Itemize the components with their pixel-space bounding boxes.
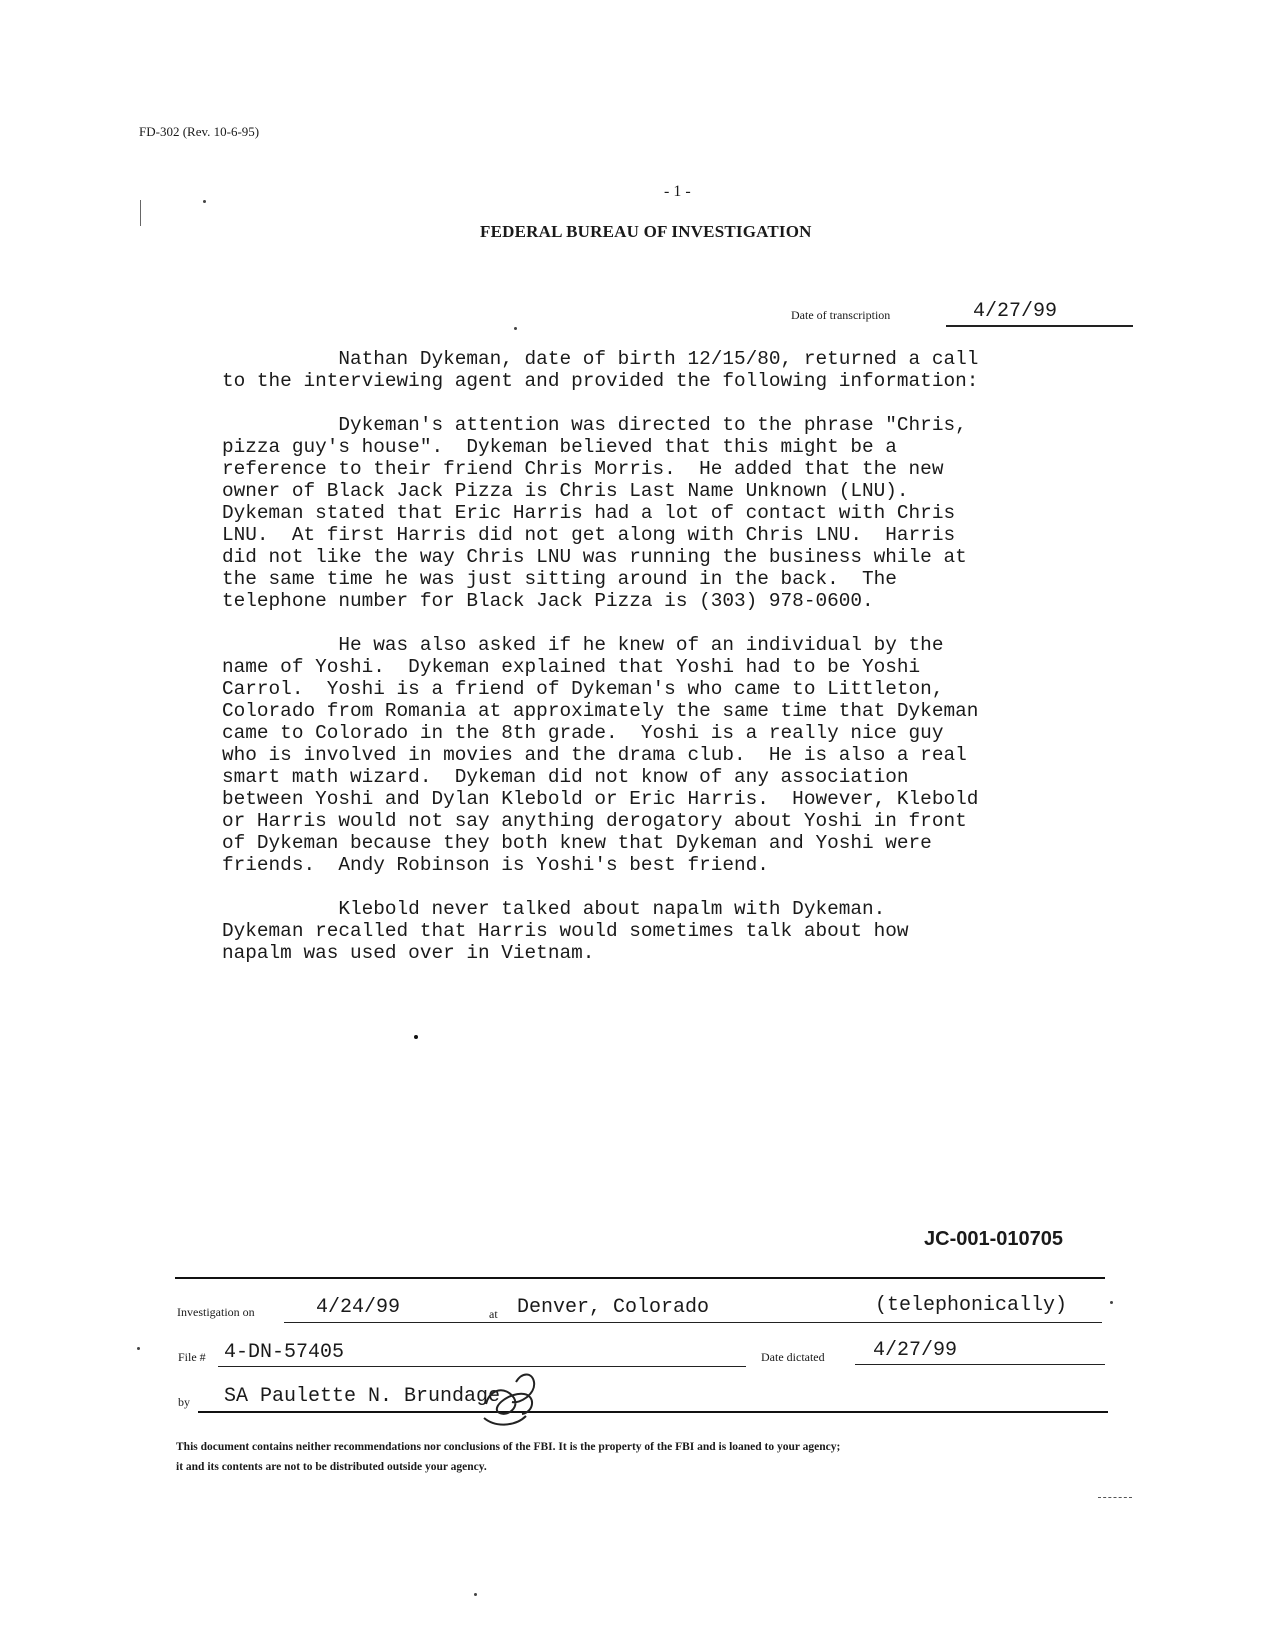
file-number: 4-DN-57405 <box>224 1341 345 1364</box>
scan-dot <box>203 200 206 203</box>
transcription-date-label: Date of transcription <box>791 308 891 322</box>
paragraph: Dykeman's attention was directed to the phrase "Chris, pizza guy's house". Dykeman believed that this might be a reference to their friend Chris Morris. He added that the new owner of Black Jack Pizza is Chris Last Name Unknown (LNU). Dykeman stated that Eric Harris had a lot of contact with Chris LNU. At first Harris did not get along with Chris LNU. Harris did not like the way Chris LNU was running the business while at the same time he was just sitting around in the back. The telephone number for Black Jack Pizza is (303) 978-0600. <box>222 414 967 612</box>
at-label: at <box>489 1307 498 1321</box>
scan-mark <box>140 200 143 226</box>
footer-top-rule <box>175 1277 1105 1279</box>
page-number: - 1 - <box>664 183 691 200</box>
investigation-location: Denver, Colorado <box>517 1296 710 1319</box>
disclaimer-line-1: This document contains neither recommendations nor conclusions of the FBI. It is the property of the FBI and is loaned to your agency; <box>176 1441 841 1453</box>
investigation-date: 4/24/99 <box>316 1296 401 1319</box>
by-line <box>198 1411 1108 1413</box>
initials-scribble <box>476 1368 556 1430</box>
transcription-date: 4/27/99 <box>973 300 1058 323</box>
paragraph: He was also asked if he knew of an individual by the name of Yoshi. Dykeman explained that Yoshi had to be Yoshi Carrol. Yoshi is a friend of Dykeman's who came to Littleton, Colorado from Romania at approximately the same time that Dykeman came to Colorado in the 8th grade. Yoshi is a really nice guy who is involved in movies and the drama club. He is also a real smart math wizard. Dykeman did not know of any association between Yoshi and Dylan Klebold or Eric Harris. However, Klebold or Harris would not say anything derogatory about Yoshi in front of Dykeman because they both knew that Dykeman and Yoshi were friends. Andy Robinson is Yoshi's best friend. <box>222 634 979 876</box>
dictated-date: 4/27/99 <box>873 1339 958 1362</box>
investigation-label: Investigation on <box>177 1305 255 1319</box>
transcription-date-line <box>946 325 1133 327</box>
dictated-label: Date dictated <box>761 1350 825 1364</box>
paragraph: Klebold never talked about napalm with Dykeman. Dykeman recalled that Harris would sometimes talk about how napalm was used over in Vietnam. <box>222 898 909 964</box>
scan-dot <box>1110 1301 1113 1304</box>
agency-title: FEDERAL BUREAU OF INVESTIGATION <box>480 222 812 241</box>
dictated-line <box>855 1364 1105 1365</box>
by-label: by <box>178 1395 190 1409</box>
investigation-line <box>284 1322 1102 1323</box>
investigation-method: (telephonically) <box>875 1294 1068 1317</box>
form-id: FD-302 (Rev. 10-6-95) <box>139 124 260 139</box>
scan-dot <box>414 1035 418 1039</box>
file-line <box>218 1366 746 1367</box>
scan-dot <box>514 327 517 330</box>
scan-mark <box>1098 1497 1132 1498</box>
scan-dot <box>474 1593 477 1596</box>
disclaimer-line-2: it and its contents are not to be distributed outside your agency. <box>176 1461 487 1473</box>
interview-body <box>222 348 1122 964</box>
serial-number: JC-001-010705 <box>924 1228 1063 1250</box>
paragraph: Nathan Dykeman, date of birth 12/15/80, returned a call to the interviewing agent and provided the following information: <box>222 348 979 392</box>
file-label: File # <box>178 1350 206 1364</box>
scan-dot <box>137 1347 140 1350</box>
agent-name: SA Paulette N. Brundage <box>224 1385 501 1408</box>
